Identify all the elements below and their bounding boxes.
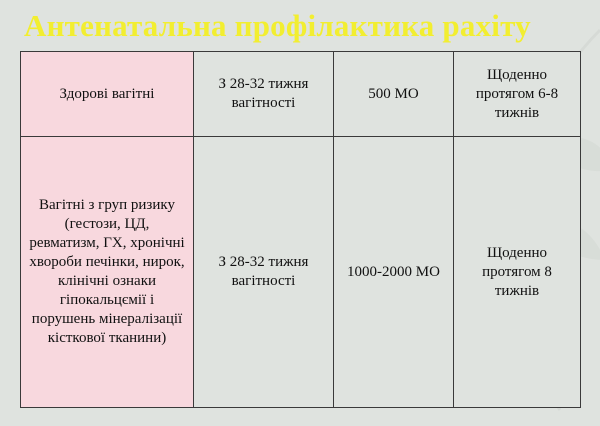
dose-cell: 1000-2000 МО [334, 137, 454, 408]
prophylaxis-table [20, 51, 581, 408]
duration-cell: Щоденно протягом 8 тижнів [454, 137, 581, 408]
period-cell: З 28-32 тижня вагітності [194, 137, 334, 408]
group-cell: Вагітні з груп ризику (гестози, ЦД, ревматизм, ГХ, хронічні хвороби печінки, нирок, клінічні ознаки гіпокальцємії і порушень мінералізації кісткової тканини) [21, 137, 194, 408]
table-row [21, 137, 581, 408]
duration-cell: Щоденно протягом 6-8 тижнів [454, 52, 581, 137]
dose-cell: 500 МО [334, 52, 454, 137]
page-title: Антенатальна профілактика рахіту [24, 8, 531, 43]
period-cell: З 28-32 тижня вагітності [194, 52, 334, 137]
table-row [21, 52, 581, 137]
group-cell: Здорові вагітні [21, 52, 194, 137]
